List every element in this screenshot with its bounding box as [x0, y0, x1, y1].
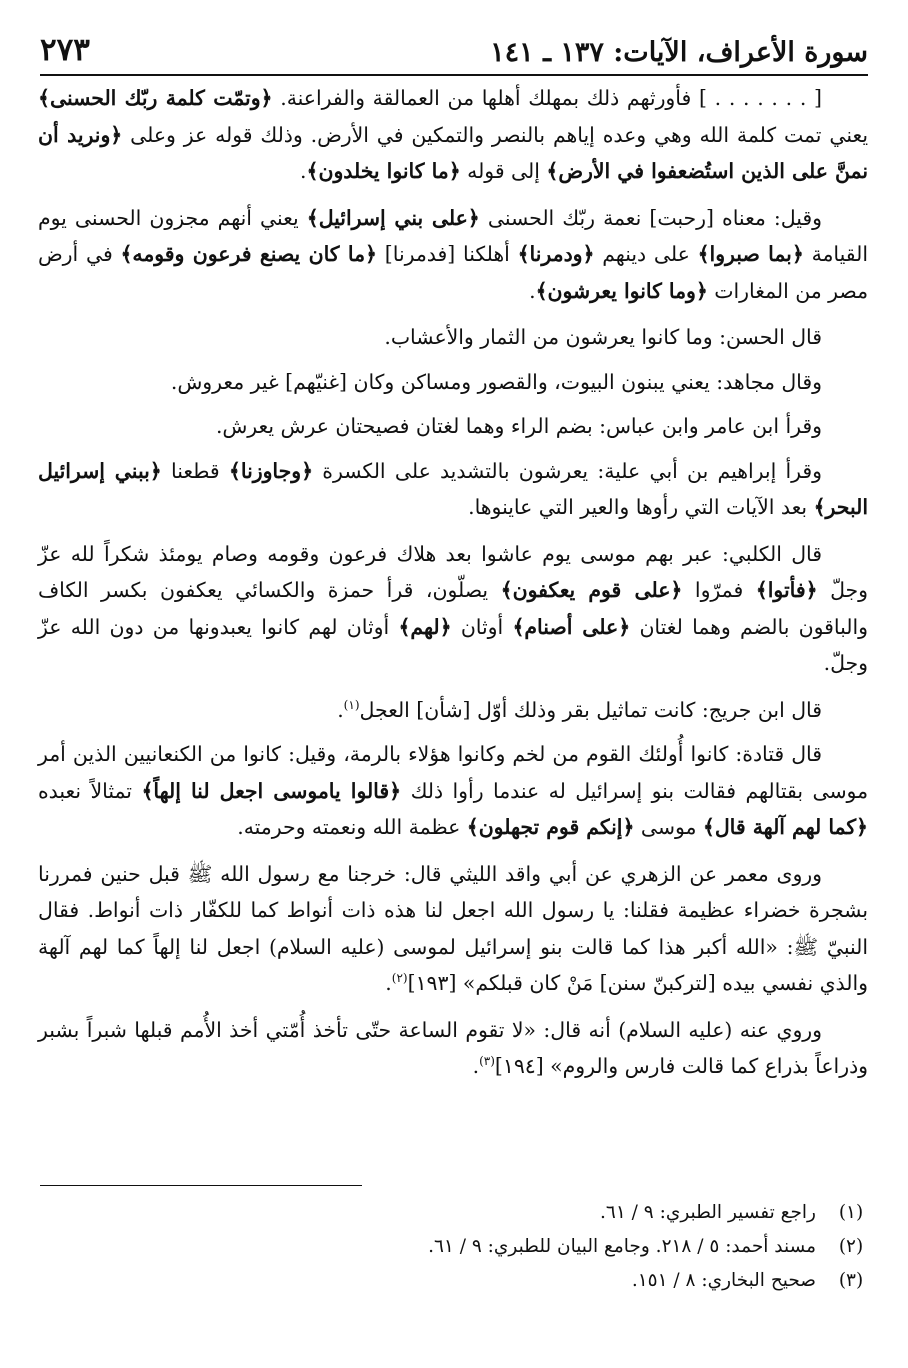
text-run: موسى [634, 815, 703, 839]
footnote-number: (٢) [838, 1236, 864, 1257]
quran-quote: ﴿بما صبروا﴾ [697, 242, 804, 266]
text-run: أوثان لهم كانوا يعبدونها من دون الله عزّ وجلّ. [38, 614, 868, 675]
footnote-item [40, 1264, 868, 1298]
text-run: . [300, 159, 307, 183]
text-run: في أرض مصر من المغارات [38, 242, 868, 303]
paragraph-7 [38, 536, 868, 682]
paragraph-4: وقال مجاهد: يعني يبنون البيوت، والقصور ومساكن وكان [غنيّهم] غير معروش. [170, 369, 822, 394]
page-header [40, 16, 868, 76]
quran-quote: ﴿وجاوزنا﴾ [228, 458, 314, 483]
text-run: . [337, 697, 344, 722]
quran-quote: ﴿ونريد أن نمنَّ على الذين استُضعفوا في الأرض﴾ [38, 122, 868, 183]
text-run: يعني أنهم مجزون الحسنى يوم القيامة [38, 205, 868, 266]
text-run: . [385, 971, 392, 995]
footnote-text: مسند أحمد: ٥ / ٢١٨. وجامع البيان للطبري: ٩ / ٦١. [428, 1236, 816, 1257]
quran-quote: ﴿ببني إسرائيل البحر﴾ [38, 458, 868, 519]
text-run: [ . . . . . . . ] فأورثهم ذلك بمهلك أهلها من العمالقة والفراعنة. [272, 86, 822, 110]
footnote-text: راجع تفسير الطبري: ٩ / ٦١. [600, 1202, 816, 1223]
text-run: . [472, 1054, 480, 1078]
text-run: قال ابن جريج: كانت تماثيل بقر وذلك أوّل [شأن] العجل [359, 697, 822, 722]
text-run: أهلكنا [فدمرنا] [377, 242, 518, 266]
footnote-text: صحيح البخاري: ٨ / ١٥١. [631, 1270, 816, 1291]
quran-quote: ﴿لهم﴾ [398, 614, 452, 639]
text-run: تمثالاً نعبده [38, 778, 142, 803]
quran-quote: ﴿ودمرنا﴾ [517, 242, 595, 266]
footnote-item [40, 1196, 868, 1230]
text-run: إلى قوله [460, 159, 547, 183]
text-run: وروي عنه (عليه السلام) أنه قال: «لا تقوم الساعة حتّى تأخذ أُمّتي أخذ الأُمم قبلها شبراً بشبر وذراعاً بذراع كما قالت فارس والروم» [١٩٤] [38, 1017, 868, 1078]
text-run: أوثان [451, 614, 513, 639]
text-run: قطعنا [161, 458, 229, 483]
footnotes [40, 1196, 868, 1298]
quran-quote: ﴿كما لهم آلهة قال﴾ [702, 815, 868, 839]
paragraph-11 [38, 1012, 868, 1085]
footnote-ref[interactable]: (٣) [479, 1054, 495, 1069]
quran-quote: ﴿ما كانوا يخلدون﴾ [306, 159, 461, 183]
text-run: قال الكلبي: عبر بهم موسى يوم عاشوا بعد هلاك فرعون وقومه وصام يومئذ شكراً لله عزّ وجلّ [38, 541, 868, 602]
paragraph-8 [38, 692, 868, 729]
text-run: يعني تمت كلمة الله وهي وعده إياهم بالنصر والتمكين في الأرض. وذلك قوله عز وعلى [122, 122, 868, 147]
text-run: على دينهم [594, 242, 698, 266]
text-run: يصلّون، قرأ حمزة والكسائي يعكفون بكسر الكاف والباقون بالضم وهما لغتان [38, 578, 868, 639]
text-run: وقرأ إبراهيم بن أبي علية: يعرشون بالتشديد على الكسرة [313, 458, 822, 483]
main-text [38, 80, 868, 1095]
quran-quote: ﴿على أصنام﴾ [512, 614, 631, 639]
quran-quote: ﴿قالوا ياموسى اجعل لنا إلهاً﴾ [141, 778, 402, 803]
footnote-ref[interactable]: (٢) [391, 971, 408, 986]
text-run: . [529, 278, 536, 303]
quran-quote: ﴿على قوم يعكفون﴾ [500, 578, 683, 602]
quran-quote: ﴿وما كانوا يعرشون﴾ [535, 278, 708, 303]
footnote-number: (٣) [838, 1270, 864, 1291]
paragraph-9 [38, 736, 868, 846]
paragraph-6 [38, 453, 868, 526]
quran-quote: ﴿ما كان يصنع فرعون وقومه﴾ [120, 242, 377, 266]
quran-quote: ﴿فأتوا﴾ [755, 578, 818, 602]
paragraph-3: قال الحسن: وما كانوا يعرشون من الثمار والأعشاب. [384, 325, 822, 349]
text-run: وروى معمر عن الزهري عن أبي واقد الليثي قال: خرجنا مع رسول الله ﷺ قبل حنين فمررنا بشجرة خضراء عظيمة فقلنا: يا رسول الله اجعل لنا هذه ذات أنواط كما للكفّار ذات أنواط. فقال النبيّ ﷺ: «الله أكبر هذا كما قالت بنو إسرائيل لموسى (عليه السلام) اجعل لنا إلهاً كما لهم آلهة والذي نفسي بيده [لتركبنّ سنن] مَنْ كان قبلكم» [١٩٣] [38, 861, 868, 995]
paragraph-10 [38, 856, 868, 1002]
footnote-item [40, 1230, 868, 1264]
text-run: بعد الآيات التي رأوها والعير التي عاينوها. [468, 495, 814, 519]
quran-quote: ﴿إنكم قوم تجهلون﴾ [466, 815, 635, 839]
footnote-ref[interactable]: (١) [343, 697, 360, 712]
quran-quote: ﴿على بني إسرائيل﴾ [306, 205, 480, 230]
running-title: سورة الأعراف، الآيات: ١٣٧ ـ ١٤١ [490, 37, 868, 68]
footnote-divider [40, 1185, 362, 1186]
quran-quote: ﴿وتمّت كلمة ربّك الحسنى﴾ [38, 86, 273, 110]
text-run: قال قتادة: كانوا أُولئك القوم من لخم وكانوا هؤلاء بالرمة، وقيل: كانوا من الكنعانيين الذين أمر موسى بقتالهم فقالت بنو إسرائيل له عندما رأوا ذلك [38, 742, 868, 803]
paragraph-2 [38, 200, 868, 310]
footnote-number: (١) [838, 1202, 864, 1223]
paragraph-5: وقرأ ابن عامر وابن عباس: بضم الراء وهما لغتان فصيحتان عرش يعرش. [215, 414, 822, 438]
text-run: عظمة الله ونعمته وحرمته. [237, 815, 467, 839]
paragraph-1 [38, 80, 868, 190]
text-run: وقيل: معناه [رحبت] نعمة ربّك الحسنى [479, 205, 822, 230]
page-number: ٢٧٣ [40, 32, 90, 68]
text-run: فمرّوا [682, 578, 756, 602]
